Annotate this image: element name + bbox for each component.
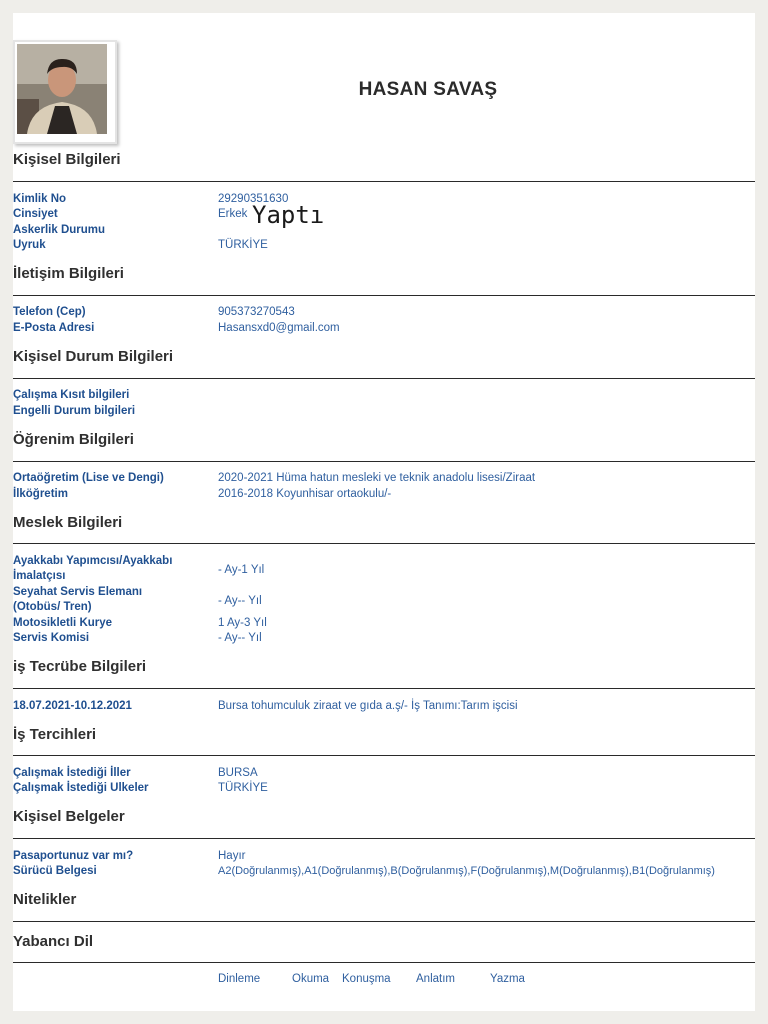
label-profession-1a: Ayakkabı Yapımcısı/Ayakkabı bbox=[13, 555, 173, 567]
label-profession-1b: İmalatçısı bbox=[13, 570, 66, 582]
lang-col-expression: Anlatım bbox=[416, 973, 455, 985]
section-personal-documents: Kişisel Belgeler bbox=[13, 808, 125, 825]
divider bbox=[13, 755, 755, 756]
section-education: Öğrenim Bilgileri bbox=[13, 431, 134, 448]
label-nationality: Uyruk bbox=[13, 239, 46, 251]
value-profession-3: 1 Ay-3 Yıl bbox=[218, 617, 267, 629]
section-work-experience: iş Tecrübe Bilgileri bbox=[13, 658, 147, 675]
value-gender: Erkek bbox=[218, 208, 248, 220]
value-driving-license: A2(Doğrulanmış),A1(Doğrulanmış),B(Doğrulanmış),F(Doğrulanmış),M(Doğrulanmış),B1(Doğrulanmış) bbox=[218, 865, 715, 877]
value-passport: Hayır bbox=[218, 850, 246, 862]
person-photo-icon bbox=[17, 44, 107, 134]
divider bbox=[13, 181, 755, 182]
label-phone: Telefon (Cep) bbox=[13, 306, 86, 318]
divider bbox=[13, 378, 755, 379]
label-experience-dates: 18.07.2021-10.12.2021 bbox=[13, 700, 132, 712]
divider bbox=[13, 543, 755, 544]
value-email: Hasansxd0@gmail.com bbox=[218, 322, 340, 334]
label-profession-4: Servis Komisi bbox=[13, 632, 90, 644]
profile-photo bbox=[13, 40, 117, 144]
label-preferred-cities: Çalışmak İstediği İller bbox=[13, 767, 131, 779]
value-nationality: TÜRKİYE bbox=[218, 239, 268, 251]
label-secondary-education: Ortaöğretim (Lise ve Dengi) bbox=[13, 472, 164, 484]
cv-page bbox=[13, 13, 755, 1011]
label-disability-status: Engelli Durum bilgileri bbox=[13, 405, 136, 417]
label-profession-2b: (Otobüs/ Tren) bbox=[13, 601, 92, 613]
value-experience-desc: Bursa tohumculuk ziraat ve gıda a.ş/- İş Tanımı:Tarım işcisi bbox=[218, 700, 518, 712]
lang-col-speaking: Konuşma bbox=[342, 973, 391, 985]
lang-col-reading: Okuma bbox=[292, 973, 330, 985]
value-phone: 905373270543 bbox=[218, 306, 295, 318]
person-name: HASAN SAVAŞ bbox=[358, 79, 498, 100]
divider bbox=[13, 295, 755, 296]
label-driving-license: Sürücü Belgesi bbox=[13, 865, 97, 877]
label-preferred-countries: Çalışmak İstediği Ulkeler bbox=[13, 782, 149, 794]
lang-col-listening: Dinleme bbox=[218, 973, 261, 985]
section-job-preferences: İş Tercihleri bbox=[13, 726, 97, 743]
section-foreign-language: Yabancı Dil bbox=[13, 933, 94, 950]
label-gender: Cinsiyet bbox=[13, 208, 58, 220]
handwritten-annotation: Yaptı bbox=[252, 201, 325, 229]
section-personal-status: Kişisel Durum Bilgileri bbox=[13, 348, 174, 365]
value-profession-4: - Ay-- Yıl bbox=[218, 632, 262, 644]
divider bbox=[13, 962, 755, 963]
section-contact-info: İletişim Bilgileri bbox=[13, 265, 124, 282]
divider bbox=[13, 688, 755, 689]
divider bbox=[13, 838, 755, 839]
label-primary-education: İlköğretim bbox=[13, 488, 68, 500]
label-work-restriction: Çalışma Kısıt bilgileri bbox=[13, 389, 130, 401]
value-secondary-education: 2020-2021 Hüma hatun mesleki ve teknik anadolu lisesi/Ziraat bbox=[218, 472, 536, 484]
section-profession: Meslek Bilgileri bbox=[13, 514, 123, 531]
label-passport: Pasaportunuz var mı? bbox=[13, 850, 134, 862]
value-profession-2: - Ay-- Yıl bbox=[218, 595, 262, 607]
section-personal-info: Kişisel Bilgileri bbox=[13, 151, 121, 168]
label-email: E-Posta Adresi bbox=[13, 322, 95, 334]
value-primary-education: 2016-2018 Koyunhisar ortaokulu/- bbox=[218, 488, 392, 500]
label-profession-2a: Seyahat Servis Elemanı bbox=[13, 586, 143, 598]
label-id-number: Kimlik No bbox=[13, 193, 67, 205]
label-profession-3: Motosikletli Kurye bbox=[13, 617, 113, 629]
lang-col-writing: Yazma bbox=[490, 973, 525, 985]
section-qualifications: Nitelikler bbox=[13, 891, 77, 908]
value-preferred-countries: TÜRKİYE bbox=[218, 782, 268, 794]
value-profession-1: - Ay-1 Yıl bbox=[218, 564, 265, 576]
value-preferred-cities: BURSA bbox=[218, 767, 258, 779]
divider bbox=[13, 921, 755, 922]
divider bbox=[13, 461, 755, 462]
value-id-number: 29290351630 bbox=[218, 193, 289, 205]
label-military-status: Askerlik Durumu bbox=[13, 224, 106, 236]
